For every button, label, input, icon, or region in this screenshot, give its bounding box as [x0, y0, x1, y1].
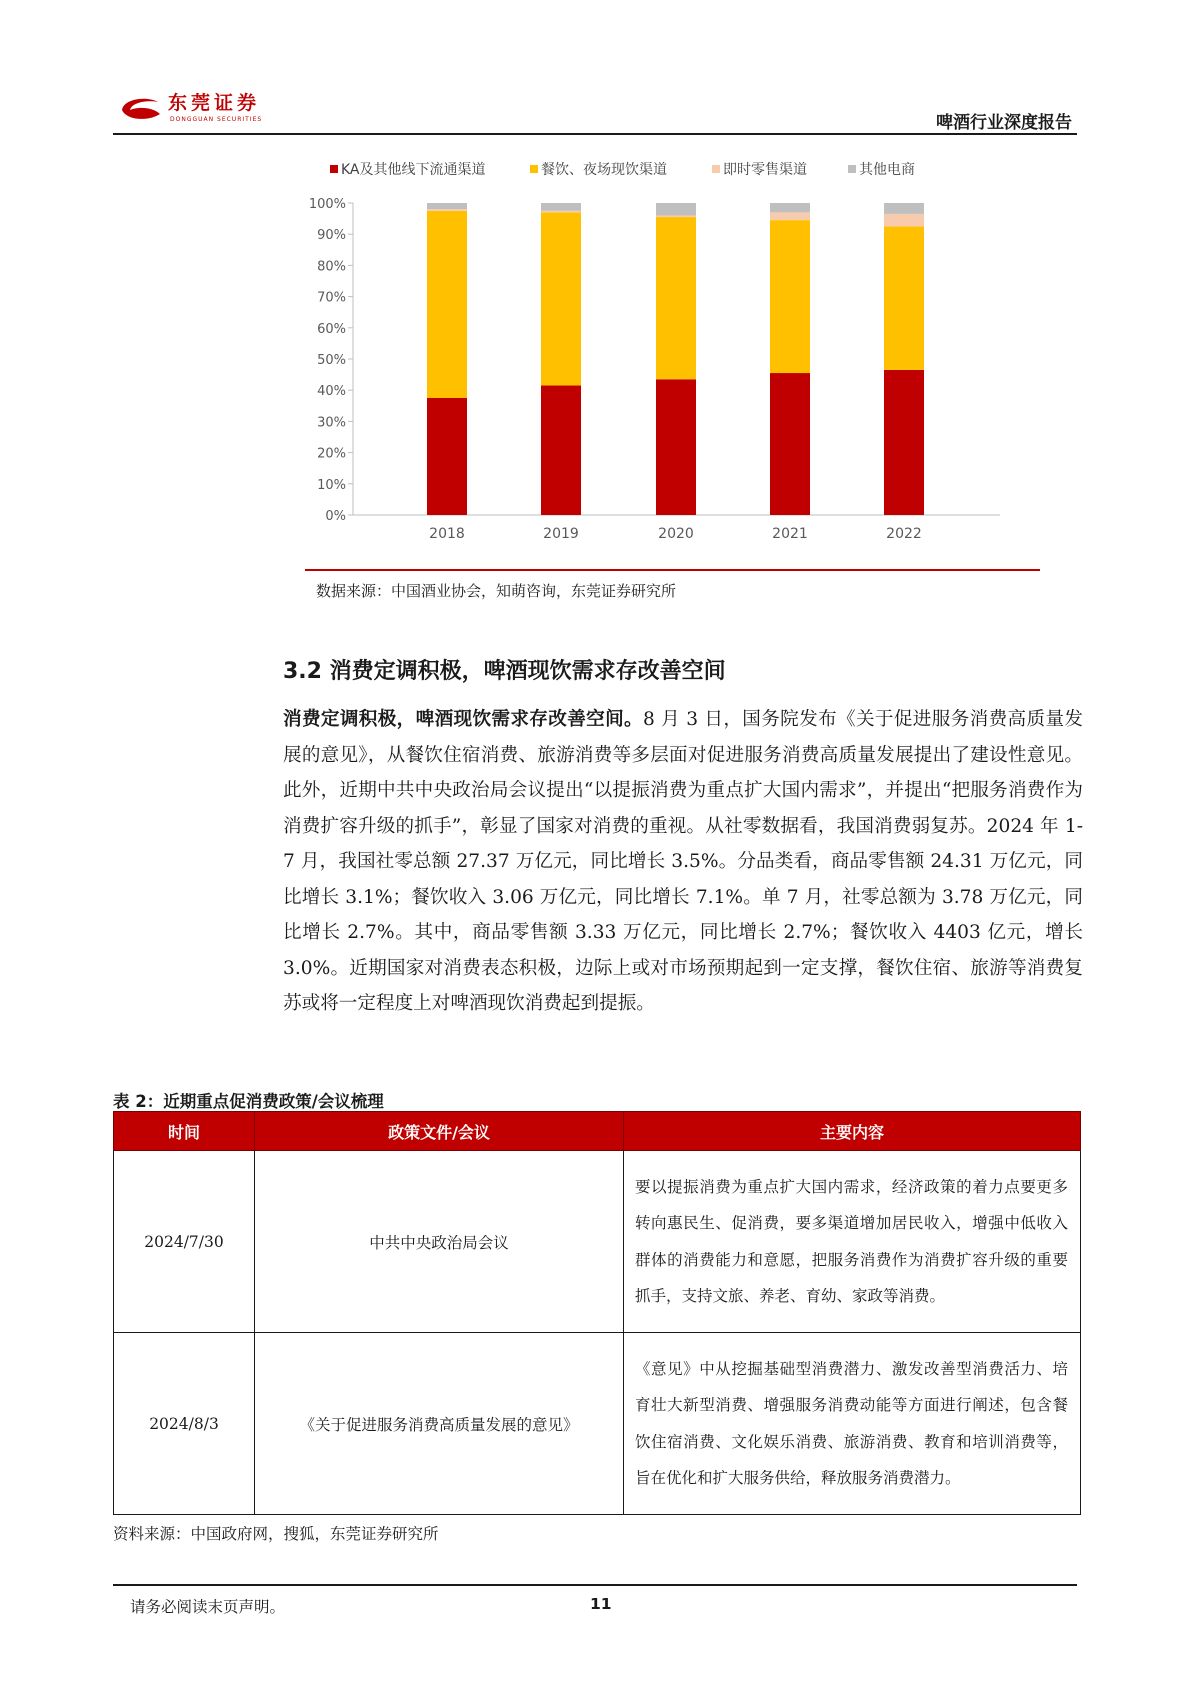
logo-brand-en: DONGGUAN SECURITIES: [170, 116, 263, 123]
bar-segment: [884, 203, 924, 214]
footer-divider: [113, 1584, 1077, 1586]
table-header-content: 主要内容: [624, 1112, 1081, 1151]
bar-segment: [427, 398, 467, 515]
bar-segment: [770, 373, 810, 515]
table-row: [114, 1151, 1081, 1333]
footer-disclaimer: 请务必阅读末页声明。: [130, 1598, 286, 1616]
bar-segment: [656, 215, 696, 217]
page-number: 11: [590, 1595, 612, 1613]
y-tick-label: 50%: [317, 353, 346, 368]
table-header-date: 时间: [114, 1112, 255, 1151]
x-tick-label: 2021: [772, 526, 808, 542]
paragraph-body: 8 月 3 日，国务院发布《关于促进服务消费高质量发展的意见》，从餐饮住宿消费、旅游消费等多层面对促进服务消费高质量发展提出了建设性意见。此外，近期中共中央政治局会议提出“以提振消费为重点扩大国内需求”，并提出“把服务消费作为消费扩容升级的抓手”，彰显了国家对消费的重视。从社零数据看，我国消费弱复苏。2024 年 1-7 月，我国社零总额 27.37 万亿元，同比增长 3.5%。分品类看，商品零售额 24.31 万亿元，同比增长 3.1%；餐饮收入 3.06 万亿元，同比增长 7.1%。单 7 月，社零总额为 3.78 万亿元，同比增长 2.7%。其中，商品零售额 3.33 万亿元，同比增长 2.7%；餐饮收入 4403 亿元，增长 3.0%。近期国家对消费表态积极，边际上或对市场预期起到一定支撑，餐饮住宿、旅游等消费复苏或将一定程度上对啤酒现饮消费起到提振。: [283, 709, 1083, 1014]
header-divider: [113, 133, 1077, 135]
legend-label: 餐饮、夜场现饮渠道: [541, 162, 667, 178]
x-tick-label: 2018: [429, 526, 465, 542]
bar-segment: [884, 370, 924, 515]
bar-segment: [770, 220, 810, 373]
report-title: 啤酒行业深度报告: [936, 113, 1072, 133]
y-tick-label: 30%: [317, 415, 346, 431]
y-tick-label: 10%: [317, 477, 346, 493]
y-tick-label: 90%: [317, 228, 346, 244]
bar-segment: [884, 226, 924, 370]
table-header-doc: 政策文件/会议: [255, 1112, 624, 1151]
x-tick-label: 2020: [658, 526, 694, 542]
legend-label: 即时零售渠道: [723, 162, 807, 178]
bar-segment: [427, 211, 467, 398]
y-tick-label: 80%: [317, 259, 346, 275]
paragraph-lead: 消费定调积极，啤酒现饮需求存改善空间。: [283, 709, 643, 730]
y-tick-label: 0%: [325, 509, 346, 524]
bar-segment: [541, 212, 581, 385]
policy-table: [113, 1111, 1081, 1515]
bar-segment: [656, 217, 696, 379]
table-caption: 表 2：近期重点促消费政策/会议梳理: [113, 1092, 384, 1111]
bar-segment: [770, 212, 810, 220]
bar-segment: [541, 203, 581, 211]
chart-canvas: [300, 150, 1040, 565]
row-date: 2024/7/30: [114, 1151, 255, 1333]
y-tick-label: 70%: [317, 290, 346, 306]
y-tick-label: 100%: [308, 197, 346, 212]
legend-label: KA及其他线下流通渠道: [341, 162, 486, 178]
table-source: 资料来源：中国政府网，搜狐，东莞证券研究所: [113, 1525, 439, 1543]
legend-swatch: [848, 165, 856, 173]
row-doc: 《关于促进服务消费高质量发展的意见》: [255, 1333, 624, 1515]
table-header-row: [114, 1112, 1081, 1151]
legend-swatch: [712, 165, 720, 173]
y-tick-label: 60%: [317, 321, 346, 337]
company-logo: [118, 88, 308, 128]
table-row: [114, 1333, 1081, 1515]
legend-label: 其他电商: [859, 162, 915, 178]
bar-segment: [656, 203, 696, 215]
bar-segment: [541, 386, 581, 515]
row-content: 《意见》中从挖掘基础型消费潜力、激发改善型消费活力、培育壮大新型消费、增强服务消费动能等方面进行阐述，包含餐饮住宿消费、文化娱乐消费、旅游消费、教育和培训消费等，旨在优化和扩大服务供给，释放服务消费潜力。: [624, 1333, 1081, 1515]
bar-segment: [770, 203, 810, 212]
row-doc: 中共中央政治局会议: [255, 1151, 624, 1333]
channel-share-chart: [300, 150, 1040, 565]
section-heading: 3.2 消费定调积极，啤酒现饮需求存改善空间: [283, 659, 726, 684]
y-tick-label: 20%: [317, 446, 346, 462]
y-tick-label: 40%: [317, 384, 346, 400]
chart-source: 数据来源：中国酒业协会，知萌咨询，东莞证券研究所: [316, 582, 677, 600]
body-paragraph: [283, 702, 1083, 1022]
row-date: 2024/8/3: [114, 1333, 255, 1515]
bar-segment: [656, 379, 696, 515]
logo-brand-cn: 东莞证券: [168, 92, 261, 114]
row-content: 要以提振消费为重点扩大国内需求，经济政策的着力点要更多转向惠民生、促消费，要多渠道增加居民收入，增强中低收入群体的消费能力和意愿，把服务消费作为消费扩容升级的重要抓手，支持文旅、养老、育幼、家政等消费。: [624, 1151, 1081, 1333]
chart-divider: [305, 569, 1040, 571]
bar-segment: [427, 203, 467, 209]
legend-swatch: [330, 165, 338, 173]
x-tick-label: 2022: [886, 526, 922, 542]
bar-segment: [541, 211, 581, 213]
legend-swatch: [530, 165, 538, 173]
bar-segment: [884, 214, 924, 226]
bar-segment: [427, 209, 467, 211]
x-tick-label: 2019: [543, 526, 579, 542]
logo-swoosh-icon: [122, 99, 160, 119]
